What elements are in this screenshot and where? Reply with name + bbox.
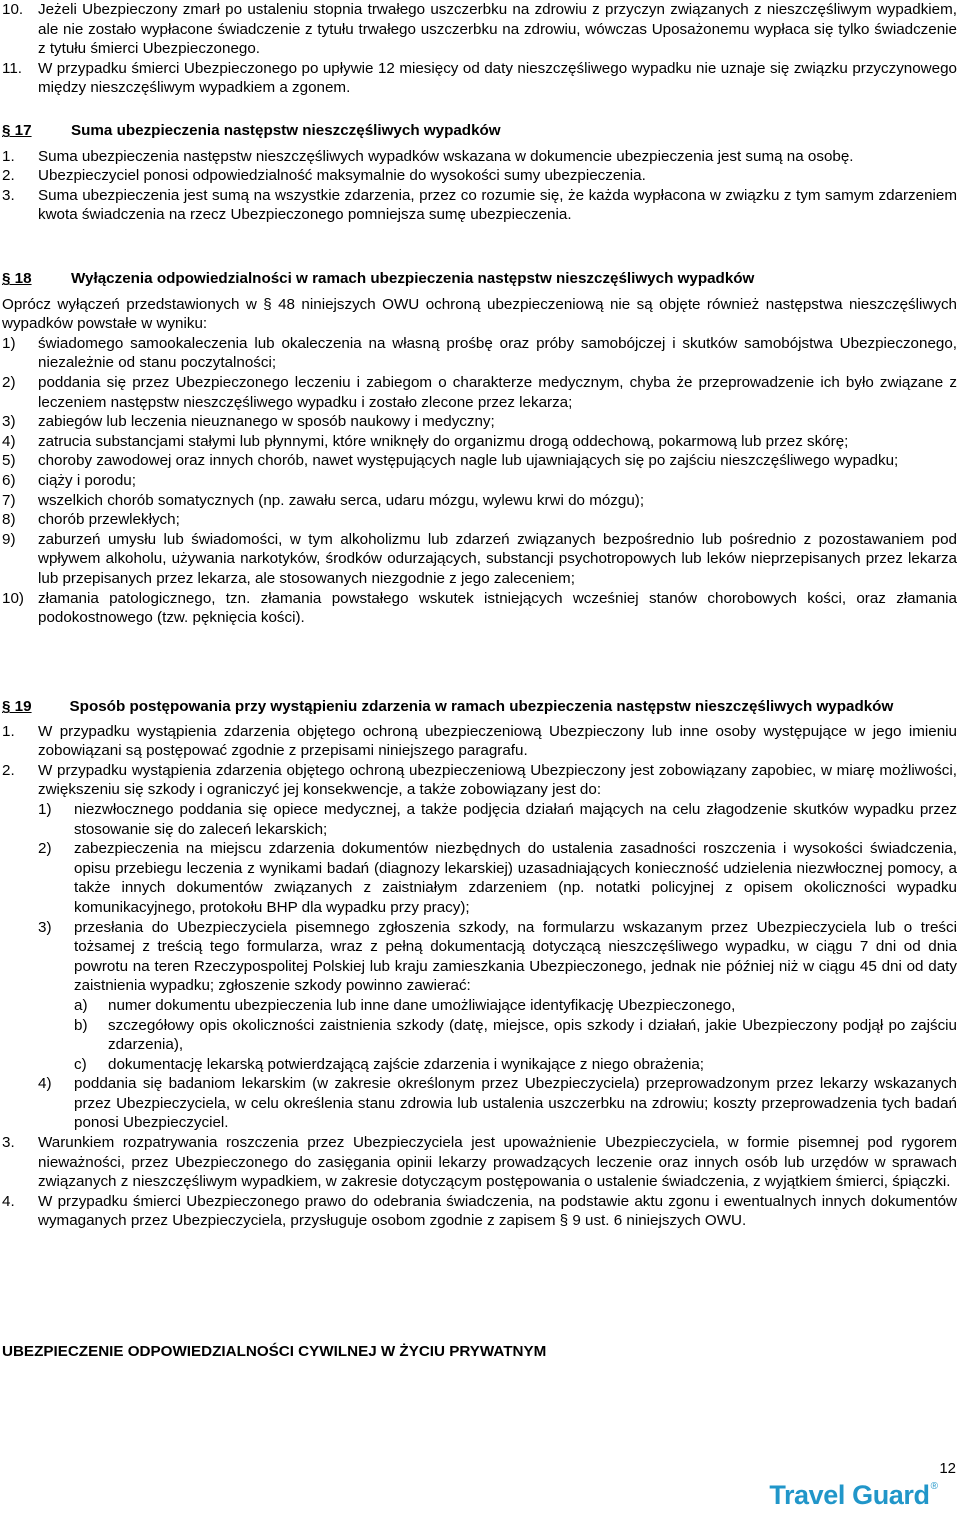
sub-item-text: zabezpieczenia na miejscu zdarzenia dokumentów niezbędnych do ustalenia zasadności roszczenia i wysokości świadczenia, opisu przebiegu leczenia z wynikami badań (diagnozy lekarskiej) uzasadniających konieczność udzielenia niezwłocznej pomocy, a także innych dokumentów związanych z zaistniałym zdarzeniem (np. notatki policyjnej z opisem okoliczności wypadku komunikacyjnego, protokołu BHP dla wypadku przy pracy); xyxy=(74,840,957,916)
list-item xyxy=(2,373,957,412)
list-item xyxy=(2,589,957,628)
list-item xyxy=(2,166,957,186)
item-number: 7) xyxy=(2,491,16,509)
item-number: 2. xyxy=(2,167,15,185)
letter-item xyxy=(74,996,957,1016)
item-number: 10. xyxy=(2,1,24,18)
sub-item xyxy=(38,918,957,1075)
item-text: złamania patologicznego, tzn. złamania powstałego wskutek istniejących wcześniej stanów chorobowych kości, oraz złamania podokostnowego (tzw. pęknięcia kości). xyxy=(38,589,957,627)
item-text: zatrucia substancjami stałymi lub płynnymi, które wniknęły do organizmu drogą oddechową, pokarmową lub przez skórę; xyxy=(38,432,849,450)
list-item xyxy=(2,491,957,511)
section-title: Wyłączenia odpowiedzialności w ramach ubezpieczenia następstw nieszczęśliwych wypadków xyxy=(71,270,755,287)
list-item xyxy=(2,761,957,1133)
paragraph-number: § 18 xyxy=(2,270,32,287)
item-text: chorób przewlekłych; xyxy=(38,511,180,529)
item-number: 2. xyxy=(2,761,15,779)
list-item xyxy=(2,147,957,167)
logo-text: Travel Guard xyxy=(769,1480,930,1511)
sub-item-text: przesłania do Ubezpieczyciela pisemnego zgłoszenia szkody, na formularzu wskazanym przez Ubezpieczyciela lub o treści tożsamej z treścią tego formularza, wraz z pełną dokumentacją dotyczącą nieszczęśliwego wypadku, w ciągu 7 dni od dnia powrotu na teren Rzeczypospolitej Polskiej lub kraju zamieszkania Ubezpieczonego, jednak nie później niż w ciągu 45 dni od daty zaistnienia wypadku; zgłoszenie szkody powinno zawierać: xyxy=(74,918,957,995)
brand-logo xyxy=(769,1481,938,1511)
item-number: 1. xyxy=(2,722,15,740)
item-text: Ubezpieczyciel ponosi odpowiedzialność maksymalnie do wysokości sumy ubezpieczenia. xyxy=(38,167,646,185)
sub-item xyxy=(38,839,957,917)
letter-item xyxy=(74,1016,957,1055)
list-item xyxy=(2,451,957,471)
letter-item-number: c) xyxy=(74,1055,87,1073)
list-item xyxy=(2,59,957,98)
registered-mark: ® xyxy=(930,1481,938,1493)
section-18 xyxy=(2,269,957,628)
item-text: zabiegów lub leczenia nieuznanego w sposób naukowy i medyczny; xyxy=(38,413,495,431)
section-heading xyxy=(2,121,957,141)
section-heading xyxy=(2,269,957,289)
sub-item-text: niezwłocznego poddania się opiece medycznej, a także podjęcia działań mających na celu złagodzenie skutków wypadku przez stosowanie się do zaleceń lekarskich; xyxy=(74,800,957,838)
paragraph-number: § 19 xyxy=(2,698,32,715)
section-title: Sposób postępowania przy wystąpieniu zdarzenia w ramach ubezpieczenia następstw nieszczęśliwych wypadków xyxy=(69,698,894,715)
item-text: poddania się przez Ubezpieczonego leczeniu i zabiegom o charakterze medycznym, chyba że przeprowadzenie ich było związane z leczeniem następstw nieszczęśliwego wypadku i zostało zlecone przez lekarza; xyxy=(38,373,957,411)
item-number: 3) xyxy=(2,413,16,431)
list-item xyxy=(2,1192,957,1231)
list-item xyxy=(2,1133,957,1192)
letter-item-number: b) xyxy=(74,1016,88,1034)
section-17 xyxy=(2,121,957,225)
item-text: ciąży i porodu; xyxy=(38,471,136,489)
item-text: Warunkiem rozpatrywania roszczenia przez Ubezpieczyciela jest upoważnienie Ubezpieczyciela, w formie pisemnej pod rygorem nieważności, przez Ubezpieczonego do zasięgania opinii lekarzy prowadzących leczenie oraz innych osób lub urzędów w sprawach związanych z nieszczęśliwym wypadkiem, w zakresie dotyczącym postępowania o ustalenie świadczenia, z wyjątkiem śmierci, śpiączki. xyxy=(38,1134,957,1191)
letter-item-text: szczegółowy opis okoliczności zaistnienia szkody (datę, miejsce, opis szkody i działań, jakie Ubezpieczony podjął po zajściu zdarzenia), xyxy=(108,1016,957,1054)
item-number: 6) xyxy=(2,471,16,489)
item-number: 10) xyxy=(2,589,24,607)
previous-section-items xyxy=(2,0,957,98)
item-text: Jeżeli Ubezpieczony zmarł po ustaleniu stopnia trwałego uszczerbku na zdrowiu z przyczyn związanych z nieszczęśliwym wypadkiem, ale nie zostało wypłacone świadczenie z tytułu trwałego uszczerbku na zdrowiu, wówczas Uposażonemu wypłaca się tylko świadczenie z tytułu śmierci Ubezpieczonego. xyxy=(38,1,957,58)
item-number: 1. xyxy=(2,147,15,165)
sub-item-number: 2) xyxy=(38,840,52,858)
sub-item-number: 1) xyxy=(38,800,52,818)
list-item xyxy=(2,432,957,452)
list-item xyxy=(2,0,957,59)
letter-item-text: numer dokumentu ubezpieczenia lub inne dane umożliwiające identyfikację Ubezpieczonego, xyxy=(108,996,736,1014)
letter-item-number: a) xyxy=(74,996,88,1014)
item-text: Suma ubezpieczenia następstw nieszczęśliwych wypadków wskazana w dokumencie ubezpieczenia jest sumą na osobę. xyxy=(38,147,854,165)
list-item xyxy=(2,412,957,432)
section-19 xyxy=(2,697,957,1231)
item-text: W przypadku wystąpienia zdarzenia objętego ochroną ubezpieczeniową Ubezpieczony lub inne osoby występujące w jego imieniu zobowiązani są postępować zgodnie z przepisami niniejszego paragrafu. xyxy=(38,722,957,760)
section-heading xyxy=(2,697,957,717)
item-text: W przypadku śmierci Ubezpieczonego prawo do odebrania świadczenia, na podstawie aktu zgonu i ewentualnych innych dokumentów wymaganych przez Ubezpieczyciela, przysługuje osobom zgodnie z zapisem § 9 ust. 6 niniejszych OWU. xyxy=(38,1192,957,1230)
sub-item-number: 4) xyxy=(38,1075,52,1093)
sub-item xyxy=(38,1074,957,1133)
letter-item-text: dokumentację lekarską potwierdzającą zajście zdarzenia i wynikające z niego obrażenia; xyxy=(108,1055,705,1073)
item-text: W przypadku wystąpienia zdarzenia objętego ochroną ubezpieczeniową Ubezpieczony jest zobowiązany zapobiec, w miarę możliwości, zwiększeniu się szkody i ograniczyć jej konsekwencje, a także zobowiązany jest do: xyxy=(38,761,957,799)
item-number: 3. xyxy=(2,1134,15,1152)
item-text: W przypadku śmierci Ubezpieczonego po upływie 12 miesięcy od daty nieszczęśliwego wypadku nie uznaje się związku przyczynowego między nieszczęśliwym wypadkiem a zgonem. xyxy=(38,59,957,97)
item-text: świadomego samookaleczenia lub okaleczenia na własną prośbę oraz próby samobójczej i skutków samobójstwa Ubezpieczonego, niezależnie od stanu poczytalności; xyxy=(38,334,957,372)
list-item xyxy=(2,471,957,491)
item-text: zaburzeń umysłu lub świadomości, w tym alkoholizmu lub zdarzeń związanych bezpośrednio lub pośrednio z pozostawaniem pod wpływem alkoholu, używania narkotyków, środków odurzających, substancji psychotropowych lub leków nieprzepisanych przez lekarza lub przepisanych przez lekarza, ale stosowanych niezgodnie z jego zaleceniem; xyxy=(38,530,957,587)
item-number: 4. xyxy=(2,1192,15,1210)
section-title: Suma ubezpieczenia następstw nieszczęśliwych wypadków xyxy=(71,122,501,139)
list-item xyxy=(2,530,957,589)
item-number: 5) xyxy=(2,452,16,470)
item-number: 9) xyxy=(2,530,16,548)
item-text: Suma ubezpieczenia jest sumą na wszystkie zdarzenia, przez co rozumie się, że każda wypłacona w związku z tym samym zdarzeniem kwota świadczenia na rzecz Ubezpieczonego pomniejsza sumę ubezpieczenia. xyxy=(38,186,957,224)
sub-item-text: poddania się badaniom lekarskim (w zakresie określonym przez Ubezpieczyciela) przeprowadzonym przez lekarzy wskazanych przez Ubezpieczyciela, w celu określenia stanu zdrowia lub ustalenia uszczerbku na zdrowiu; koszty przeprowadzenia tych badań ponosi Ubezpieczyciel. xyxy=(74,1075,957,1132)
sub-item xyxy=(38,800,957,839)
item-number: 2) xyxy=(2,373,16,391)
letter-item xyxy=(74,1055,957,1075)
list-item xyxy=(2,334,957,373)
item-number: 3. xyxy=(2,186,15,204)
section-intro: Oprócz wyłączeń przedstawionych w § 48 niniejszych OWU ochroną ubezpieczeniową nie są objęte również następstwa nieszczęśliwych wypadków powstałe w wyniku: xyxy=(2,295,957,333)
list-item xyxy=(2,722,957,761)
item-number: 1) xyxy=(2,334,16,352)
item-text: wszelkich chorób somatycznych (np. zawału serca, udaru mózgu, wylewu krwi do mózgu); xyxy=(38,491,645,509)
paragraph-number: § 17 xyxy=(2,122,32,139)
item-number: 4) xyxy=(2,432,16,450)
next-section-title: UBEZPIECZENIE ODPOWIEDZIALNOŚCI CYWILNEJ W ŻYCIU PRYWATNYM xyxy=(2,1343,547,1360)
sub-item-number: 3) xyxy=(38,918,52,936)
list-item xyxy=(2,186,957,225)
item-number: 8) xyxy=(2,511,16,529)
item-number: 11. xyxy=(2,59,22,77)
item-text: choroby zawodowej oraz innych chorób, nawet występujących nagle lub ujawniających się po zajściu nieszczęśliwego wypadku; xyxy=(38,452,899,470)
list-item xyxy=(2,510,957,530)
page-number: 12 xyxy=(939,1460,956,1477)
